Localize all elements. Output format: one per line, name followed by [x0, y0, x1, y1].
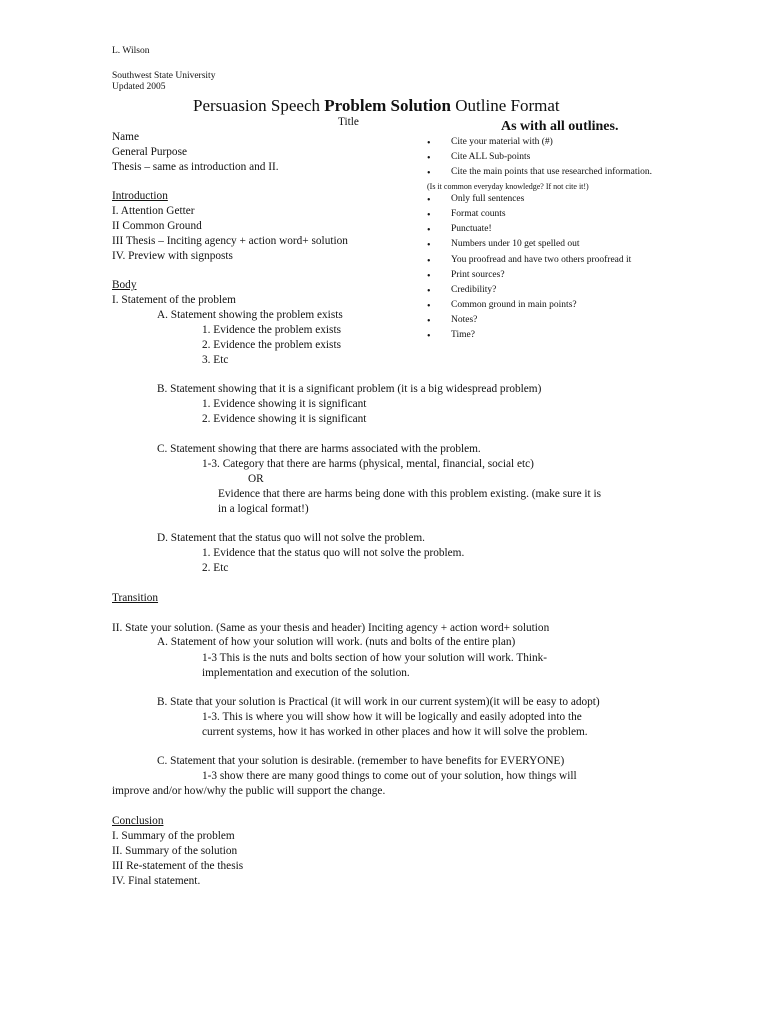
body-evidence: in a logical format!)	[218, 503, 309, 515]
solution-point-2: II. State your solution. (Same as your thesis and header) Inciting agency + action word+ solution	[112, 622, 550, 634]
bullet-icon: •	[427, 210, 431, 221]
body-evidence: 2. Etc	[202, 562, 229, 574]
author: L. Wilson	[112, 46, 150, 56]
title-label: Title	[338, 116, 359, 128]
checklist-item: Only full sentences	[451, 194, 525, 204]
bullet-icon: •	[427, 301, 431, 312]
intro-line: III Thesis – Inciting agency + action word+ solution	[112, 235, 348, 247]
bullet-icon: •	[427, 225, 431, 236]
checklist-heading: As with all outlines.	[501, 119, 619, 134]
page-title: Persuasion Speech Problem Solution Outline Format	[193, 96, 560, 115]
conclusion-line: IV. Final statement.	[112, 875, 201, 887]
solution-detail: 1-3 This is the nuts and bolts section of how your solution will work. Think-	[202, 652, 548, 664]
bullet-icon: •	[427, 153, 431, 164]
checklist-item: Cite ALL Sub-points	[451, 152, 531, 162]
body-or: OR	[248, 473, 264, 485]
bullet-icon: •	[427, 240, 431, 251]
intro-line: IV. Preview with signposts	[112, 250, 233, 262]
checklist-item: Format counts	[451, 209, 506, 219]
conclusion-line: II. Summary of the solution	[112, 845, 238, 857]
name-label: Name	[112, 131, 139, 143]
introduction-heading: Introduction	[112, 190, 168, 202]
solution-subpoint-a: A. Statement of how your solution will work. (nuts and bolts of the entire plan)	[157, 636, 516, 648]
updated-date: Updated 2005	[112, 82, 166, 92]
solution-detail: implementation and execution of the solution.	[202, 667, 410, 679]
bullet-icon: •	[427, 286, 431, 297]
body-subpoint-c: C. Statement showing that there are harms associated with the problem.	[157, 443, 481, 455]
body-heading: Body	[112, 279, 137, 291]
checklist-item: Time?	[451, 330, 475, 340]
solution-detail: current systems, how it has worked in other places and how it will solve the problem.	[202, 726, 588, 738]
checklist-item: You proofread and have two others proofread it	[451, 255, 632, 265]
conclusion-line: I. Summary of the problem	[112, 830, 235, 842]
checklist-item: Print sources?	[451, 270, 505, 280]
bullet-icon: •	[427, 316, 431, 327]
intro-line: I. Attention Getter	[112, 205, 195, 217]
checklist-item: Credibility?	[451, 285, 497, 295]
body-subpoint-a: A. Statement showing the problem exists	[157, 309, 343, 321]
bullet-icon: •	[427, 271, 431, 282]
solution-subpoint-b: B. State that your solution is Practical (it will work in our current system)(it will be easy to adopt)	[157, 696, 600, 708]
bullet-icon: •	[427, 256, 431, 267]
checklist-item: Notes?	[451, 315, 478, 325]
body-evidence: 1. Evidence the problem exists	[202, 324, 341, 336]
conclusion-line: III Re-statement of the thesis	[112, 860, 244, 872]
intro-line: II Common Ground	[112, 220, 202, 232]
bullet-icon: •	[427, 195, 431, 206]
checklist-note: (Is it common everyday knowledge? If not cite it!)	[427, 182, 589, 191]
body-evidence: 3. Etc	[202, 354, 229, 366]
solution-detail: 1-3 show there are many good things to come out of your solution, how things will	[202, 770, 577, 782]
body-evidence: Evidence that there are harms being done with this problem existing. (make sure it is	[218, 488, 602, 500]
thesis-label: Thesis – same as introduction and II.	[112, 161, 279, 173]
body-subpoint-b: B. Statement showing that it is a significant problem (it is a big widespread problem)	[157, 383, 542, 395]
body-evidence: 1. Evidence that the status quo will not solve the problem.	[202, 547, 465, 559]
checklist-item: Cite the main points that use researched information.	[451, 167, 653, 177]
bullet-icon: •	[427, 138, 431, 149]
checklist-item: Cite your material with (#)	[451, 137, 553, 147]
body-point-1: I. Statement of the problem	[112, 294, 236, 306]
checklist-item: Numbers under 10 get spelled out	[451, 239, 580, 249]
solution-subpoint-c: C. Statement that your solution is desirable. (remember to have benefits for EVERYONE)	[157, 755, 565, 767]
body-evidence: 1-3. Category that there are harms (physical, mental, financial, social etc)	[202, 458, 534, 470]
bullet-icon: •	[427, 331, 431, 342]
checklist-item: Punctuate!	[451, 224, 492, 234]
checklist-item: Common ground in main points?	[451, 300, 577, 310]
body-subpoint-d: D. Statement that the status quo will not solve the problem.	[157, 532, 425, 544]
conclusion-heading: Conclusion	[112, 815, 164, 827]
body-evidence: 1. Evidence showing it is significant	[202, 398, 367, 410]
general-purpose-label: General Purpose	[112, 146, 187, 158]
solution-detail: improve and/or how/why the public will support the change.	[112, 785, 386, 797]
body-evidence: 2. Evidence showing it is significant	[202, 413, 367, 425]
school: Southwest State University	[112, 71, 216, 81]
body-evidence: 2. Evidence the problem exists	[202, 339, 341, 351]
bullet-icon: •	[427, 168, 431, 179]
solution-detail: 1-3. This is where you will show how it will be logically and easily adopted into the	[202, 711, 582, 723]
transition-heading: Transition	[112, 592, 159, 604]
